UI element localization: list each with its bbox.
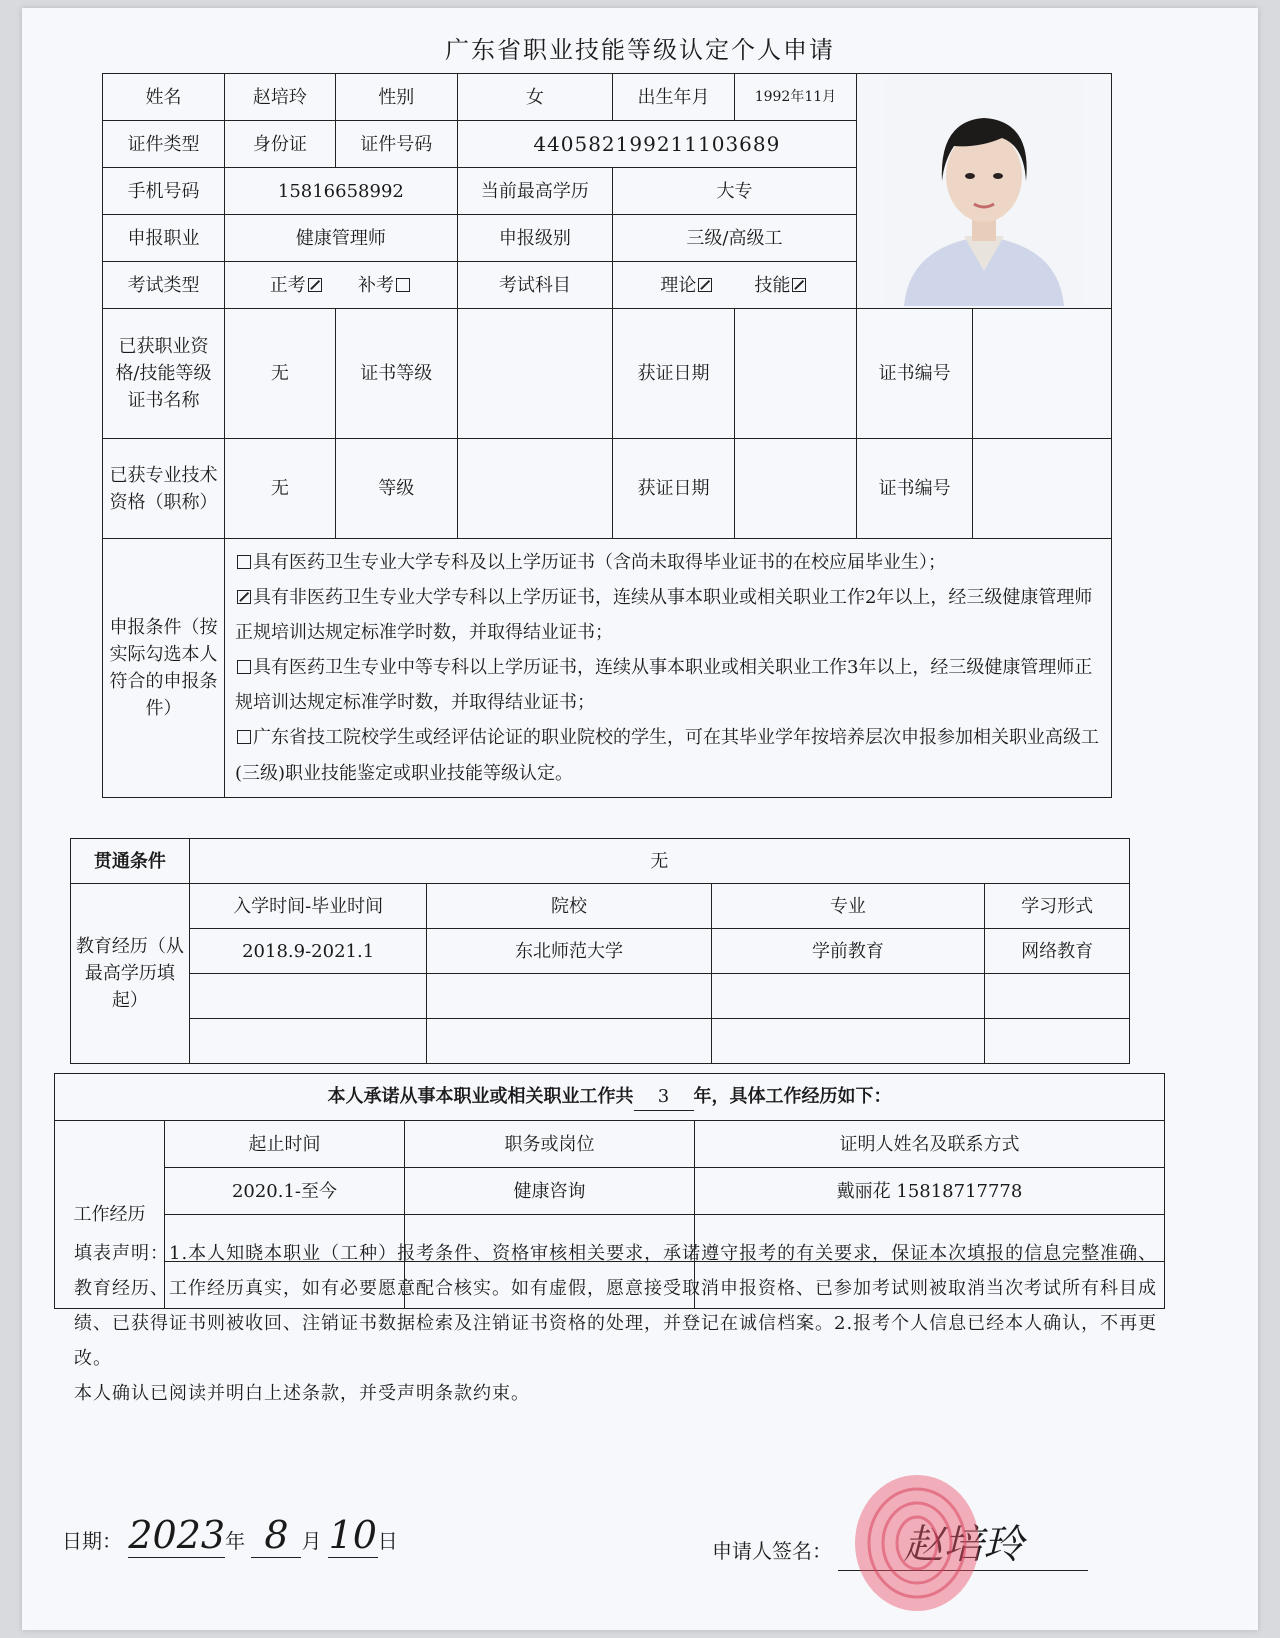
professional-date-value: [734, 439, 856, 539]
condition-item: [235, 720, 1101, 790]
professional-level-label: 等级: [335, 439, 457, 539]
date-label: 日期：: [62, 1529, 122, 1553]
form-title: 广东省职业技能等级认定个人申请: [445, 36, 835, 64]
gender-value: 女: [457, 74, 612, 121]
exam-skill-label: 技能: [754, 274, 791, 296]
condition-text: 广东省技工院校学生或经评估论证的职业院校的学生，可在其毕业学年按培养层次申报参加相关职业高级工(三级)职业技能鉴定或职业技能等级认定。: [234, 727, 1099, 784]
conditions-label: 申报条件（按实际勾选本人符合的申报条件）: [103, 539, 225, 798]
edu-form: 网络教育: [985, 929, 1130, 974]
id-number-label: 证件号码: [335, 121, 457, 168]
edu-period: [189, 1019, 427, 1064]
condition-text: 具有医药卫生专业中等专科以上学历证书，连续从事本职业或相关职业工作3年以上，经三级健康管理师正规培训达规定标准学时数，并取得结业证书；: [234, 657, 1093, 714]
table-row: [71, 1019, 1130, 1064]
work-header-reference: 证明人姓名及联系方式: [695, 1121, 1165, 1168]
applicant-signature: 赵培玲: [838, 1513, 1088, 1571]
through-label: 贯通条件: [71, 839, 190, 884]
edu-header-period: 入学时间-毕业时间: [189, 884, 427, 929]
portrait-image: [884, 76, 1084, 306]
edu-period: 2018.9-2021.1: [189, 929, 427, 974]
edu-form: [985, 1019, 1130, 1064]
table-row: [55, 1168, 1165, 1215]
day-unit: 日: [377, 1529, 398, 1553]
vocational-cert-value: 无: [224, 309, 335, 439]
edu-school: 东北师范大学: [427, 929, 711, 974]
date-year: 2023: [128, 1513, 226, 1557]
declaration-text: 填表声明：1.本人知晓本职业（工种）报考条件、资格审核相关要求，承诺遵守报考的有关要求，保证本次填报的信息完整准确、教育经历、工作经历真实，如有必要愿意配合核实。如有虚假，愿意接受取消申报资格、已参加考试则被取消当次考试所有科目成绩、已获得证书则被收回、注销证书数据检索及注销证书资格的处理，并登记在诚信档案。2.报考个人信息已经本人确认，不再更改。: [74, 1243, 1158, 1370]
exam-subject-options: [613, 262, 857, 309]
condition-item: [235, 650, 1101, 720]
professional-title-value: 无: [224, 439, 335, 539]
work-history-label: 工作经历: [55, 1121, 165, 1309]
gender-label: 性别: [335, 74, 457, 121]
phone-label: 手机号码: [103, 168, 225, 215]
work-reference: 戴丽花 15818717778: [695, 1168, 1165, 1215]
edu-period: [189, 974, 427, 1019]
work-header-period: 起止时间: [165, 1121, 405, 1168]
professional-title-label: 已获专业技术资格（职称）: [103, 439, 225, 539]
birth-value: 1992年11月: [734, 74, 856, 121]
condition-checkbox[interactable]: [237, 730, 251, 744]
vocational-cert-date-label: 获证日期: [613, 309, 735, 439]
condition-item: [235, 545, 1101, 580]
work-period: 2020.1-至今: [165, 1168, 405, 1215]
vocational-cert-number-label: 证书编号: [856, 309, 972, 439]
edu-header-school: 院校: [427, 884, 711, 929]
applicant-photo: [857, 74, 1111, 308]
exam-type-options: [224, 262, 457, 309]
education-value: 大专: [613, 168, 857, 215]
conditions-list: [224, 539, 1111, 798]
table-row: [71, 929, 1130, 974]
level-label: 申报级别: [457, 215, 612, 262]
vocational-cert-number-value: [973, 309, 1112, 439]
condition-item: [235, 580, 1101, 650]
birth-label: 出生年月: [613, 74, 735, 121]
occupation-label: 申报职业: [103, 215, 225, 262]
professional-level-value: [457, 439, 612, 539]
edu-history-label: 教育经历（从最高学历填起）: [71, 884, 190, 1064]
vocational-cert-label: 已获职业资格/技能等级证书名称: [103, 309, 225, 439]
edu-school: [427, 974, 711, 1019]
work-position: 健康咨询: [405, 1168, 695, 1215]
date-month: 8: [251, 1513, 301, 1558]
edu-major: [711, 1019, 985, 1064]
condition-checkbox[interactable]: [237, 555, 251, 569]
exam-theory-label: 理论: [660, 274, 697, 296]
exam-subject-label: 考试科目: [457, 262, 612, 309]
exam-makeup-label: 补考: [358, 274, 395, 296]
condition-text: 具有医药卫生专业大学专科及以上学历证书（含尚未取得毕业证书的在校应届毕业生）；: [252, 552, 946, 573]
edu-form: [985, 974, 1130, 1019]
application-form: [22, 8, 1258, 1630]
exam-makeup-checkbox[interactable]: [396, 278, 410, 292]
exam-skill-checkbox[interactable]: [792, 278, 806, 292]
photo-cell: [856, 74, 1111, 309]
edu-header-major: 专业: [711, 884, 985, 929]
work-commitment: [55, 1074, 1165, 1121]
edu-header-form: 学习形式: [985, 884, 1130, 929]
commitment-suffix: 年，具体工作经历如下：: [693, 1086, 892, 1107]
fingerprint-icon: [842, 1468, 992, 1618]
name-label: 姓名: [103, 74, 225, 121]
exam-theory-checkbox[interactable]: [698, 278, 712, 292]
condition-text: 具有非医药卫生专业大学专科以上学历证书，连续从事本职业或相关职业工作2年以上，经三级健康管理师正规培训达规定标准学时数，并取得结业证书；: [234, 587, 1093, 644]
vocational-cert-level-value: [457, 309, 612, 439]
commitment-years: 3: [634, 1083, 694, 1111]
date-day: 10: [328, 1513, 377, 1557]
condition-checkbox[interactable]: [237, 590, 251, 604]
professional-date-label: 获证日期: [613, 439, 735, 539]
level-value: 三级/高级工: [613, 215, 857, 262]
id-number-value: 440582199211103689: [457, 121, 856, 168]
vocational-cert-level-label: 证书等级: [335, 309, 457, 439]
phone-value: 15816658992: [224, 168, 457, 215]
exam-regular-checkbox[interactable]: [308, 278, 322, 292]
work-header-position: 职务或岗位: [405, 1121, 695, 1168]
exam-regular-label: 正考: [269, 274, 306, 296]
date-row: [62, 1513, 398, 1558]
signature-label: 申请人签名：: [712, 1539, 832, 1563]
name-value: 赵培玲: [224, 74, 335, 121]
declaration-confirm: 本人确认已阅读并明白上述条款，并受声明条款约束。: [74, 1383, 530, 1405]
declaration: [74, 1236, 1164, 1411]
professional-number-label: 证书编号: [856, 439, 972, 539]
professional-number-value: [973, 439, 1112, 539]
vocational-cert-date-value: [734, 309, 856, 439]
year-unit: 年: [225, 1529, 246, 1553]
education-table: [70, 838, 1130, 1064]
edu-major: 学前教育: [711, 929, 985, 974]
through-value: 无: [189, 839, 1129, 884]
id-type-label: 证件类型: [103, 121, 225, 168]
applicant-info-table: [102, 73, 1112, 798]
education-label: 当前最高学历: [457, 168, 612, 215]
exam-type-label: 考试类型: [103, 262, 225, 309]
month-unit: 月: [301, 1529, 322, 1553]
table-row: [71, 974, 1130, 1019]
commitment-prefix: 本人承诺从事本职业或相关职业工作共: [327, 1086, 634, 1107]
edu-major: [711, 974, 985, 1019]
id-type-value: 身份证: [224, 121, 335, 168]
edu-school: [427, 1019, 711, 1064]
occupation-value: 健康管理师: [224, 215, 457, 262]
condition-checkbox[interactable]: [237, 660, 251, 674]
